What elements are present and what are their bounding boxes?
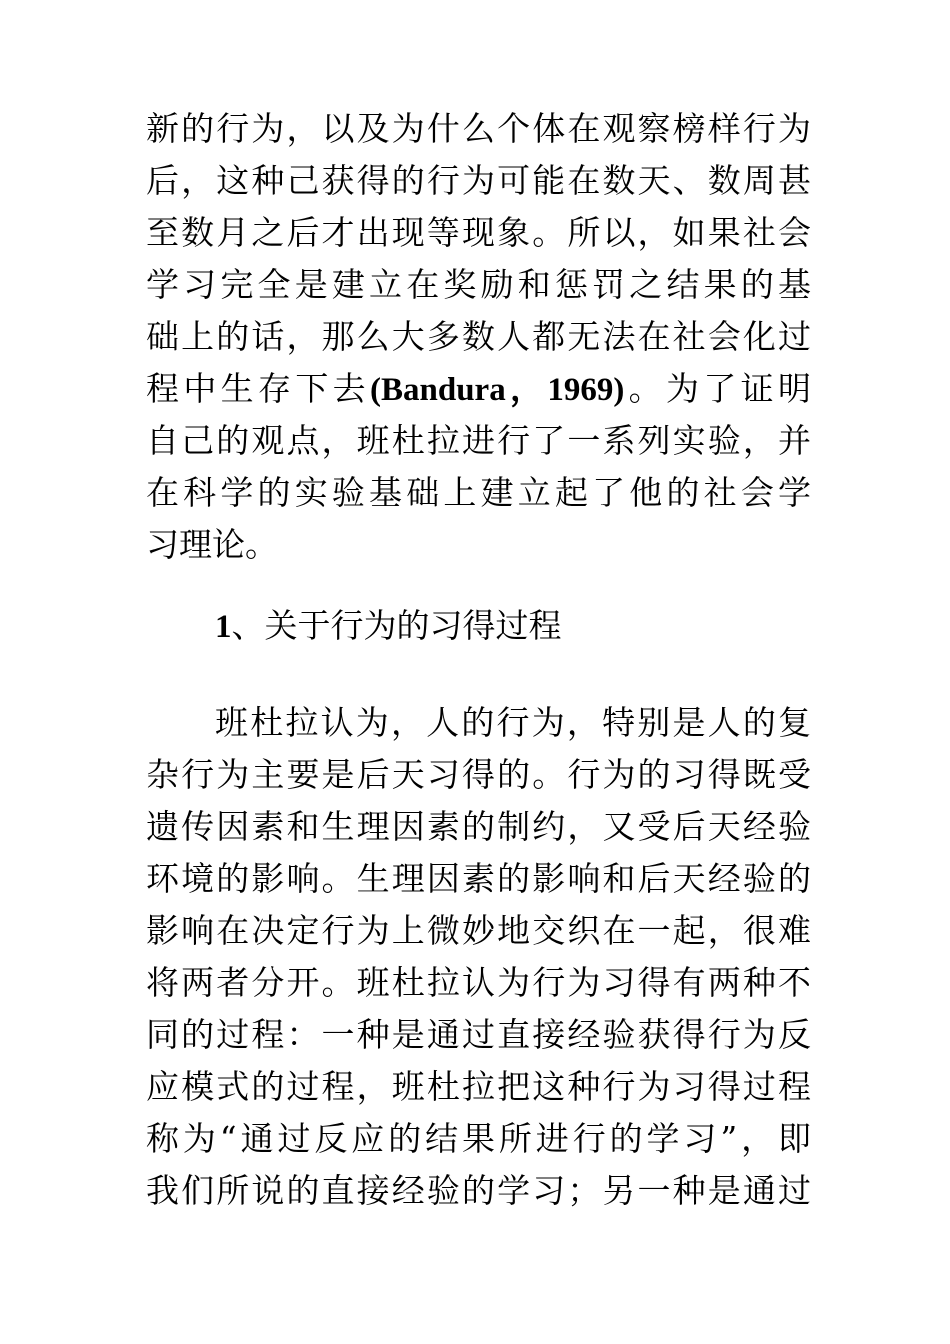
paragraph-line: 在科学的实验基础上建立起了他的社会学 — [146, 473, 811, 512]
paragraph-line-with-citation — [146, 363, 811, 415]
paragraph-line: 影响在决定行为上微妙地交织在一起，很难 — [146, 911, 811, 950]
section-heading — [215, 600, 562, 652]
paragraph-line: 称为“通过反应的结果所进行的学习”，即 — [146, 1119, 811, 1158]
paragraph-line: 班杜拉认为，人的行为，特别是人的复 — [215, 703, 811, 742]
paragraph-line: 础上的话，那么大多数人都无法在社会化过 — [146, 317, 811, 356]
paragraph-line: 杂行为主要是后天习得的。行为的习得既受 — [146, 755, 811, 794]
section-number: 1 — [215, 609, 232, 645]
paragraph-line: 环境的影响。生理因素的影响和后天经验的 — [146, 859, 811, 898]
paragraph-line: 新的行为，以及为什么个体在观察榜样行为 — [146, 109, 811, 148]
line-prefix: 程中生存下去 — [146, 369, 370, 408]
citation: (Bandura，1969) — [369, 372, 625, 408]
section-title: 、关于行为的习得过程 — [231, 606, 562, 645]
paragraph-line: 学习完全是建立在奖励和惩罚之结果的基 — [146, 265, 811, 304]
paragraph-line: 我们所说的直接经验的学习；另一种是通过 — [146, 1171, 811, 1210]
paragraph-line: 将两者分开。班杜拉认为行为习得有两种不 — [146, 963, 811, 1002]
line-suffix: 。为了证明 — [624, 369, 811, 408]
paragraph-line: 至数月之后才出现等现象。所以，如果社会 — [146, 213, 811, 252]
paragraph-line: 习理论。 — [146, 525, 278, 564]
paragraph-line: 同的过程：一种是通过直接经验获得行为反 — [146, 1015, 811, 1054]
paragraph-line: 应模式的过程，班杜拉把这种行为习得过程 — [146, 1067, 811, 1106]
paragraph-line: 自己的观点，班杜拉进行了一系列实验，并 — [146, 421, 811, 460]
paragraph-line: 遗传因素和生理因素的制约，又受后天经验 — [146, 807, 811, 846]
paragraph-line: 后，这种己获得的行为可能在数天、数周甚 — [146, 161, 811, 200]
